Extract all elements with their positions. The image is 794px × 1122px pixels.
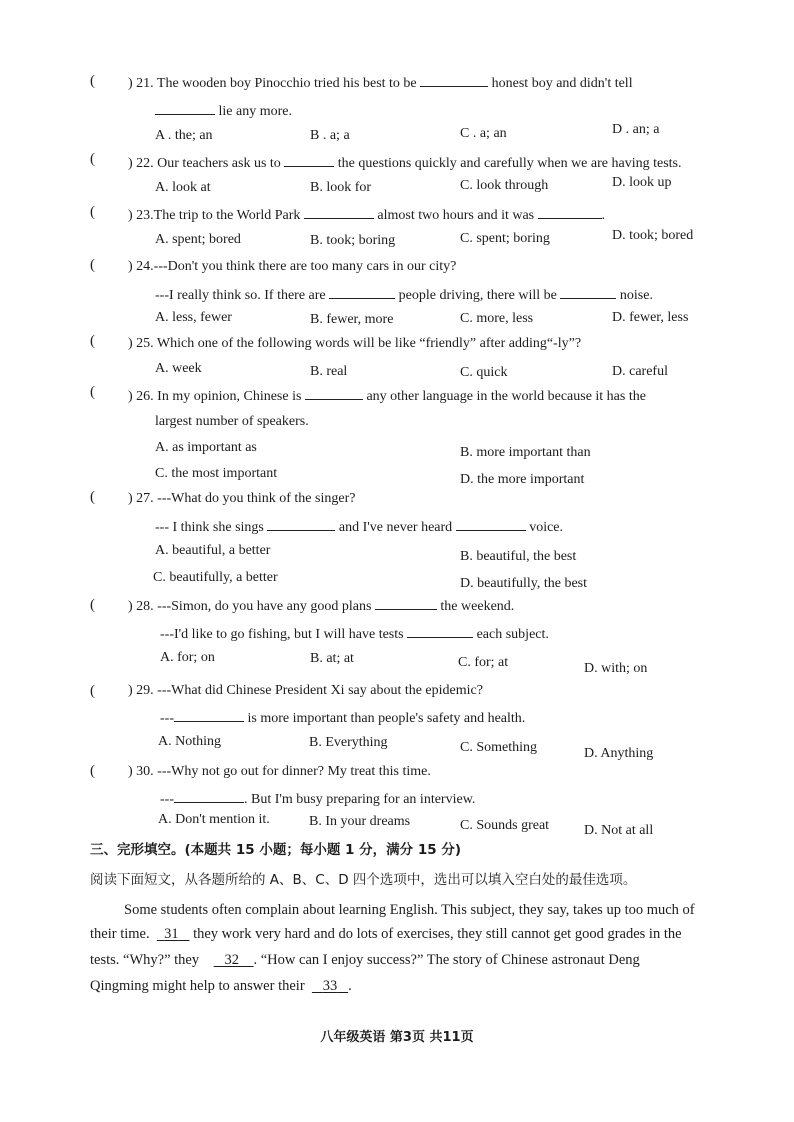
question-stem: ) 21. The wooden boy Pinocchio tried his best to be honest boy and didn't tell (128, 76, 633, 91)
question-line-2: --- I think she sings and I've never heard voice. (155, 520, 564, 535)
option-a: A. as important as (155, 440, 257, 455)
blank-31: 31 (164, 926, 179, 942)
question-stem: ) 25. Which one of the following words will be like “friendly” after adding“-ly”? (128, 336, 582, 351)
option-b: B. at; at (310, 651, 354, 666)
answer-blank (560, 286, 616, 299)
question-stem: ) 28. ---Simon, do you have any good plans the weekend. (128, 599, 515, 614)
passage-line-3: tests. “Why?” they 32 . “How can I enjoy success?” The story of Chinese astronaut Deng (90, 952, 640, 968)
option-c: C. for; at (458, 655, 509, 670)
answer-paren: ( (90, 73, 95, 89)
question-stem: ) 30. ---Why not go out for dinner? My treat this time. (128, 764, 431, 779)
option-a: A. for; on (160, 650, 215, 665)
question-stem: ) 29. ---What did Chinese President Xi say about the epidemic? (128, 683, 483, 698)
answer-paren: ( (90, 384, 95, 400)
option-d: D. the more important (460, 472, 585, 487)
blank-33: 33 (322, 978, 338, 994)
passage-line-2: their time. 31 they work very hard and do lots of exercises, they still cannot get good grades in the (90, 926, 682, 942)
answer-paren: ( (90, 333, 95, 349)
answer-paren: ( (90, 257, 95, 273)
question-line-2: --- is more important than people's safety and health. (160, 711, 526, 726)
question-stem: ) 22. Our teachers ask us to the questions quickly and carefully when we are having tests. (128, 156, 682, 171)
answer-blank (456, 518, 526, 531)
option-c: C. beautifully, a better (153, 570, 278, 585)
option-d: D. fewer, less (612, 310, 689, 325)
option-d: D. Anything (584, 746, 654, 761)
option-d: D . an; a (612, 122, 660, 137)
answer-blank (284, 154, 334, 167)
answer-paren: ( (90, 489, 95, 505)
option-b: B. fewer, more (310, 312, 394, 327)
page-footer: 八年级英语 第3页 共11页 (320, 1030, 474, 1045)
question-stem: ) 24.---Don't you think there are too many cars in our city? (128, 259, 457, 274)
question-line-2: ---I really think so. If there are people driving, there will be noise. (155, 288, 653, 303)
answer-blank (174, 709, 244, 722)
option-c: C. Something (460, 740, 538, 755)
question-line-2: largest number of speakers. (155, 414, 309, 429)
answer-paren: ( (90, 204, 95, 220)
answer-blank (174, 790, 244, 803)
question-stem: ) 23.The trip to the World Park almost two hours and it was . (128, 208, 606, 223)
option-c: C . a; an (460, 126, 507, 141)
option-b: B. beautiful, the best (460, 549, 577, 564)
option-a: A. look at (155, 180, 211, 195)
option-c: C. spent; boring (460, 231, 550, 246)
blank-32: 32 (224, 952, 239, 968)
answer-blank (420, 74, 488, 87)
question-stem: ) 26. In my opinion, Chinese is any other language in the world because it has the (128, 389, 646, 404)
answer-paren: ( (90, 597, 95, 613)
option-d: D. Not at all (584, 823, 654, 838)
section-instruction: 阅读下面短文，从各题所给的 A、B、C、D 四个选项中，选出可以填入空白处的最佳选项。 (90, 872, 637, 888)
option-b: B. Everything (309, 735, 388, 750)
answer-blank (538, 206, 602, 219)
question-line-2: --- . But I'm busy preparing for an interview. (160, 792, 476, 807)
option-a: A. spent; bored (155, 232, 241, 247)
answer-paren: ( (90, 151, 95, 167)
answer-blank (304, 206, 374, 219)
option-d: D. with; on (584, 661, 648, 676)
option-b: B. In your dreams (309, 814, 411, 829)
answer-blank (407, 625, 473, 638)
option-b: B . a; a (310, 128, 350, 143)
option-d: D. took; bored (612, 228, 694, 243)
answer-paren: ( (90, 763, 95, 779)
option-b: B. took; boring (310, 233, 396, 248)
answer-blank (375, 597, 437, 610)
option-d: D. careful (612, 364, 668, 379)
option-b: B. look for (310, 180, 372, 195)
answer-blank (155, 102, 215, 115)
option-a: A . the; an (155, 128, 213, 143)
option-c: C. the most important (155, 466, 278, 481)
option-b: B. more important than (460, 445, 591, 460)
option-c: C. look through (460, 178, 549, 193)
question-line-2: lie any more. (155, 102, 292, 121)
option-d: D. beautifully, the best (460, 576, 588, 591)
answer-blank (305, 387, 363, 400)
passage-line-1: Some students often complain about learning English. This subject, they say, takes up too much of (124, 902, 695, 918)
answer-blank (267, 518, 335, 531)
option-a: A. Don't mention it. (158, 812, 270, 827)
option-a: A. Nothing (158, 734, 221, 749)
section-title: 三、完形填空。(本题共 15 小题；每小题 1 分，满分 15 分) (90, 842, 462, 858)
answer-blank (329, 286, 395, 299)
passage-line-4: Qingming might help to answer their 33 . (90, 978, 352, 994)
option-a: A. week (155, 361, 202, 376)
answer-paren: ( (90, 683, 95, 699)
option-a: A. less, fewer (155, 310, 232, 325)
question-stem: ) 27. ---What do you think of the singer? (128, 491, 356, 506)
option-d: D. look up (612, 175, 672, 190)
option-b: B. real (310, 364, 348, 379)
option-a: A. beautiful, a better (155, 543, 271, 558)
option-c: C. quick (460, 365, 508, 380)
question-line-2: ---I'd like to go fishing, but I will have tests each subject. (160, 627, 549, 642)
option-c: C. more, less (460, 311, 534, 326)
option-c: C. Sounds great (460, 818, 550, 833)
